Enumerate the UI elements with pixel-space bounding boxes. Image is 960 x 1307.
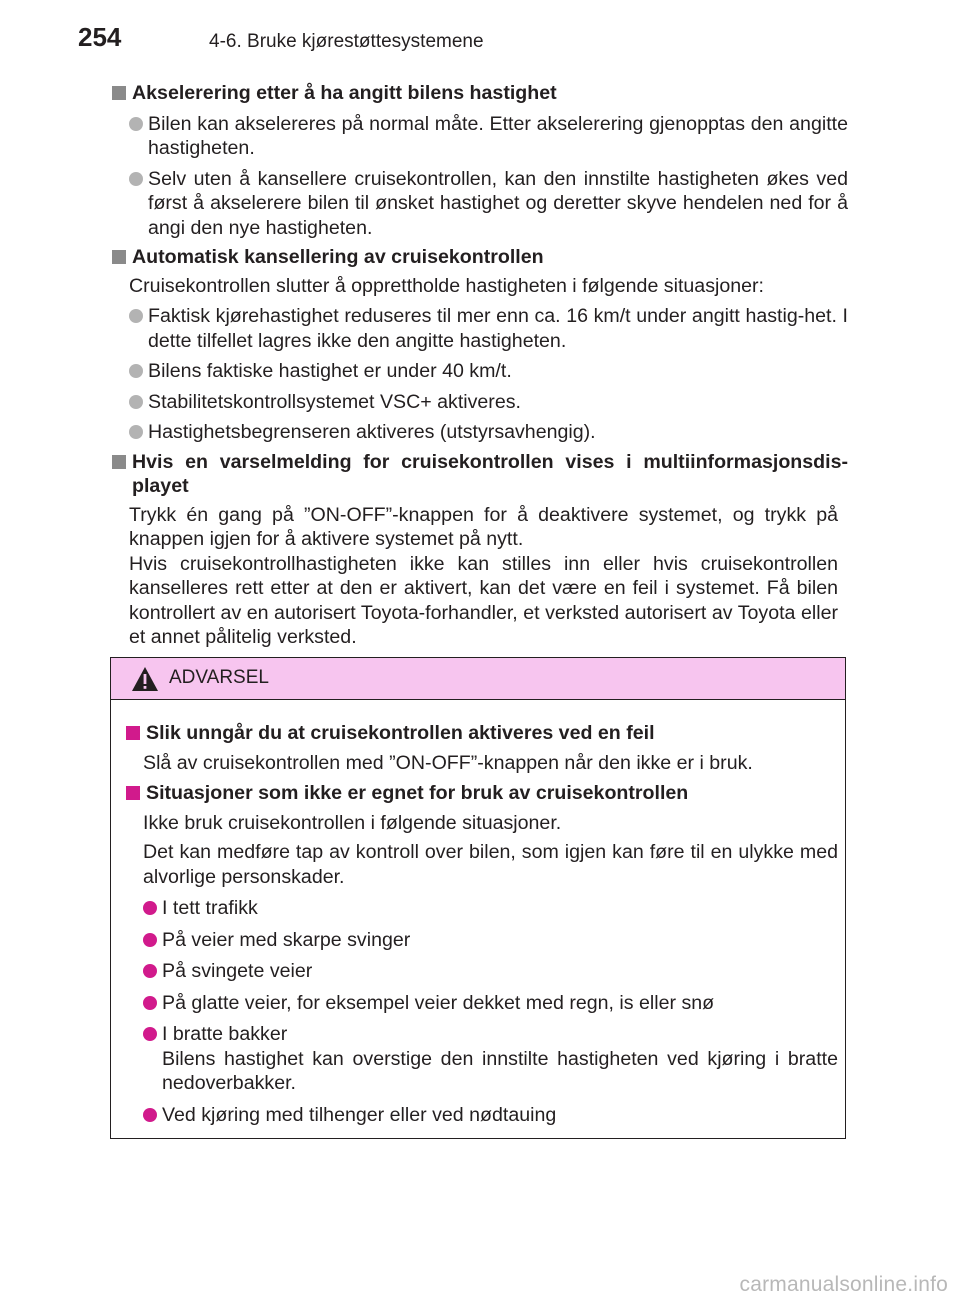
- warning-box: [110, 657, 846, 1139]
- paragraph: Ikke bruk cruisekontrollen i følgende situasjoner.: [143, 811, 562, 834]
- paragraph: Trykk én gang på ”ON-OFF”-knappen for å deaktivere systemet, og trykk på knappen igjen for å aktivere systemet på nytt. Hvis cruisekontrollhastigheten ikke kan stilles inn eller hvis cruisekontrollen kanselleres rett etter at den er aktivert, kan det være en feil i systemet. Få bilen kontrollert av en autorisert Toyota-forhandler, et verksted autorisert av Toyota eller et annet pålitelig verksted.: [129, 503, 838, 648]
- paragraph: Slå av cruisekontrollen med ”ON-OFF”-knappen når den ikke er i bruk.: [143, 751, 753, 774]
- paragraph: Det kan medføre tap av kontroll over bilen, som igjen kan føre til en ulykke med alvorlige personskader.: [143, 841, 838, 888]
- square-bullet-icon: [126, 726, 140, 740]
- list-item: Bilens faktiske hastighet er under 40 km/t.: [112, 359, 848, 384]
- square-bullet-icon: [112, 455, 126, 469]
- square-bullet-icon: [112, 86, 126, 100]
- warning-item-heading: Slik unngår du at cruisekontrollen aktiveres ved en feil: [126, 721, 838, 746]
- circle-bullet-icon: [143, 964, 157, 978]
- warning-triangle-icon: [131, 666, 159, 692]
- section-intro: Cruisekontrollen slutter å opprettholde hastigheten i følgende situasjoner:: [129, 274, 764, 297]
- list-item: Selv uten å kansellere cruisekontrollen, kan den innstilte hastigheten økes ved først å akselerere bilen til ønsket hastighet og deretter skyve hendelen ned for å angi den nye hastigheten.: [112, 167, 848, 241]
- section-heading: Akselerering etter å ha angitt bilens hastighet: [112, 81, 848, 106]
- circle-bullet-icon: [129, 395, 143, 409]
- list-item: Faktisk kjørehastighet reduseres til mer enn ca. 16 km/t under angitt hastig-het. I dette tilfellet lagres ikke den angitte hastigheten.: [112, 304, 848, 353]
- circle-bullet-icon: [143, 901, 157, 915]
- list-item: I bratte bakker Bilens hastighet kan overstige den innstilte hastigheten ved kjøring i bratte nedoverbakker.: [126, 1022, 838, 1096]
- watermark: carmanualsonline.info: [739, 1273, 948, 1296]
- list-item: Bilen kan akselereres på normal måte. Etter akselerering gjenopptas den angitte hastigheten.: [112, 112, 848, 161]
- circle-bullet-icon: [143, 933, 157, 947]
- list-item: I tett trafikk: [126, 896, 838, 921]
- list-item: Ved kjøring med tilhenger eller ved nødtauing: [126, 1103, 838, 1128]
- section-heading: Hvis en varselmelding for cruisekontrollen vises i multiinformasjonsdis-playet: [112, 450, 848, 499]
- main-content: [112, 76, 848, 650]
- warning-body: [126, 715, 838, 1127]
- circle-bullet-icon: [129, 172, 143, 186]
- page-number: 254: [78, 22, 122, 52]
- circle-bullet-icon: [129, 425, 143, 439]
- warning-header: [111, 658, 845, 700]
- circle-bullet-icon: [143, 1108, 157, 1122]
- list-item: På veier med skarpe svinger: [126, 928, 838, 953]
- section-heading: Automatisk kansellering av cruisekontrollen: [112, 245, 848, 270]
- list-item: Stabilitetskontrollsystemet VSC+ aktiveres.: [112, 390, 848, 415]
- warning-item-heading: Situasjoner som ikke er egnet for bruk av cruisekontrollen: [126, 781, 838, 806]
- circle-bullet-icon: [143, 1027, 157, 1041]
- warning-label: ADVARSEL: [169, 667, 269, 688]
- section-title: 4-6. Bruke kjørestøttesystemene: [209, 31, 484, 52]
- circle-bullet-icon: [143, 996, 157, 1010]
- circle-bullet-icon: [129, 364, 143, 378]
- circle-bullet-icon: [129, 117, 143, 131]
- list-item: På svingete veier: [126, 959, 838, 984]
- list-item: På glatte veier, for eksempel veier dekket med regn, is eller snø: [126, 991, 838, 1016]
- square-bullet-icon: [126, 786, 140, 800]
- list-item: Hastighetsbegrenseren aktiveres (utstyrsavhengig).: [112, 420, 848, 445]
- circle-bullet-icon: [129, 309, 143, 323]
- square-bullet-icon: [112, 250, 126, 264]
